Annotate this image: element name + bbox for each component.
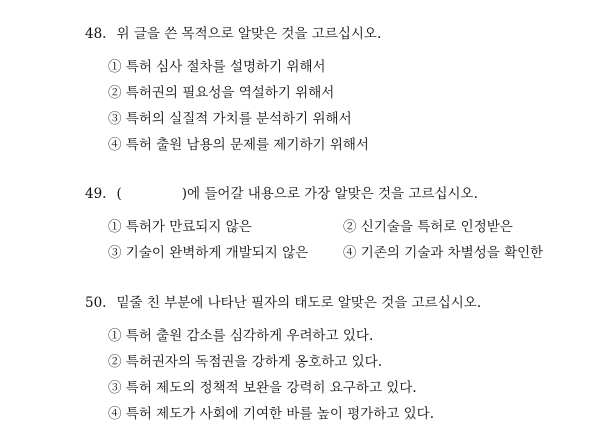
question-text: )에 들어갈 내용으로 가장 알맞은 것을 고르십시오. — [181, 186, 478, 202]
question-50-stem — [85, 291, 481, 311]
question-text: 위 글을 쓴 목적으로 알맞은 것을 고르십시오. — [116, 26, 382, 42]
question-48-option-2[interactable]: ② 특허권의 필요성을 역설하기 위해서 — [108, 85, 335, 101]
question-48-option-4[interactable]: ④ 특허 출원 남용의 문제를 제기하기 위해서 — [108, 137, 369, 153]
question-50-option-4[interactable]: ④ 특허 제도가 사회에 기여한 바를 높이 평가하고 있다. — [108, 406, 434, 422]
question-50-option-3[interactable]: ③ 특허 제도의 정책적 보완을 강력히 요구하고 있다. — [108, 380, 417, 396]
question-49-stem — [85, 182, 478, 202]
question-50-option-1[interactable]: ① 특허 출원 감소를 심각하게 우려하고 있다. — [108, 328, 374, 344]
question-49-option-1[interactable]: ① 특허가 만료되지 않은 — [108, 219, 252, 235]
blank-open-paren: ( — [116, 186, 122, 202]
question-number: 49. — [85, 186, 107, 202]
question-50-option-2[interactable]: ② 특허권자의 독점권을 강하게 옹호하고 있다. — [108, 354, 382, 370]
question-49-option-2[interactable]: ② 신기술을 특허로 인정받은 — [343, 219, 513, 235]
question-48-option-3[interactable]: ③ 특허의 실질적 가치를 분석하기 위해서 — [108, 111, 352, 127]
question-48-stem — [85, 22, 381, 42]
question-text: 밑줄 친 부분에 나타난 필자의 태도로 알맞은 것을 고르십시오. — [116, 295, 482, 311]
question-49-option-3[interactable]: ③ 기술이 완벽하게 개발되지 않은 — [108, 245, 309, 261]
question-49-option-4[interactable]: ④ 기존의 기술과 차별성을 확인한 — [343, 245, 544, 261]
question-number: 50. — [85, 295, 107, 311]
question-48-option-1[interactable]: ① 특허 심사 절차를 설명하기 위해서 — [108, 59, 326, 75]
question-number: 48. — [85, 26, 107, 42]
